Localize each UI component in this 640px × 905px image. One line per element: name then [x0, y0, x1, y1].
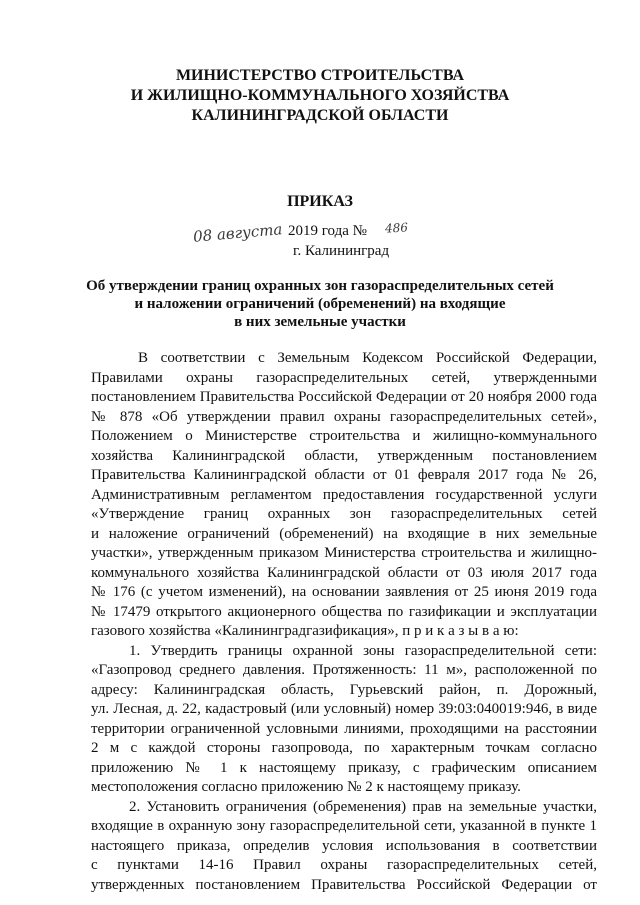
body-line: участки», утвержденным приказом Министерства строительства и жилищно- — [91, 545, 597, 561]
body-line: Положением о Министерстве строительства и жилищно-коммунального — [91, 428, 597, 444]
body-line: территории ограниченной условными линиями, проходящими на расстоянии — [91, 720, 597, 737]
body-line: № 17479 открытого акционерного общества по газификации и эксплуатации — [91, 603, 597, 620]
body-line: Административным регламентом предоставления государственной услуги — [91, 486, 597, 503]
subject-line-2: и наложении ограничений (обременений) на входящие — [134, 296, 506, 312]
body-line: № 878 «Об утверждении правил охраны газораспределительных сетей», — [91, 408, 597, 425]
body-line: ул. Лесная, д. 22, кадастровый (или условный) номер 39:03:040019:946, в виде — [91, 701, 597, 717]
ministry-header — [0, 66, 640, 126]
body-line: 2 м с каждой стороны газопровода, по характерным точкам согласно — [91, 740, 597, 756]
body-line: Правительства Калининградской области от 01 февраля 2017 года № 26, — [91, 467, 597, 483]
ministry-line-3: КАЛИНИНГРАДСКОЙ ОБЛАСТИ — [191, 107, 449, 124]
subject-line-3: в них земельные участки — [234, 314, 406, 330]
date-line — [288, 223, 367, 240]
body-line: постановлением Правительства Российской Федерации от 20 ноября 2000 года — [91, 389, 597, 405]
body-line: местоположения согласно приложению № 2 к настоящему приказу. — [91, 779, 521, 795]
date-text: 2019 года № — [288, 223, 367, 239]
body-line: и наложение ограничений (обременений) на входящие в них земельные — [91, 525, 597, 542]
body-line: с пунктами 14-16 Правил охраны газораспределительных сетей, — [91, 857, 597, 873]
handwritten-date: 08 августа — [192, 220, 284, 246]
body-line: 2. Установить ограничения (обременения) прав на земельные участки, — [129, 798, 597, 815]
order-subject — [0, 277, 640, 331]
order-title: ПРИКАЗ — [287, 193, 353, 210]
body-line: настоящего приказа, определив условия использования в соответствии — [91, 837, 597, 854]
body-line: «Утверждение границ охранных зон газораспределительных сетей — [91, 506, 597, 522]
body-line: «Газопровод среднего давления. Протяженность: 11 м», расположенной по — [91, 662, 597, 678]
body-line: коммунального хозяйства Калининградской области от 03 июля 2017 года — [91, 564, 597, 581]
body-line: хозяйства Калининградской области, утвержденным постановлением — [91, 447, 597, 464]
body-line: приложению № 1 к настоящему приказу, с графическим описанием — [91, 759, 597, 776]
body-line: Правилами охраны газораспределительных сетей, утвержденными — [91, 369, 597, 386]
body-line: № 176 (с учетом изменений), на основании заявления от 25 июня 2019 года — [91, 584, 597, 600]
subject-line-1: Об утверждении границ охранных зон газораспределительных сетей — [86, 278, 554, 294]
body-line: утвержденных постановлением Правительства Российской Федерации от — [91, 876, 597, 893]
order-body — [91, 349, 597, 895]
handwritten-number: 486 — [384, 220, 409, 236]
body-line: В соответствии с Земельным Кодексом Российской Федерации, — [138, 350, 597, 366]
body-line: 1. Утвердить границы охранной зоны газораспределительной сети: — [129, 642, 597, 659]
ministry-line-2: И ЖИЛИЩНО-КОММУНАЛЬНОГО ХОЗЯЙСТВА — [130, 87, 510, 104]
body-line: входящие в охранную зону газораспределительной сети, указанной в пункте 1 — [91, 818, 597, 834]
city: г. Калининград — [293, 243, 390, 259]
body-line: адресу: Калининградская область, Гурьевский район, п. Дорожный, — [91, 681, 597, 698]
ministry-line-1: МИНИСТЕРСТВО СТРОИТЕЛЬСТВА — [175, 67, 465, 84]
body-line: газового хозяйства «Калининградгазификация», п р и к а з ы в а ю: — [91, 623, 519, 639]
